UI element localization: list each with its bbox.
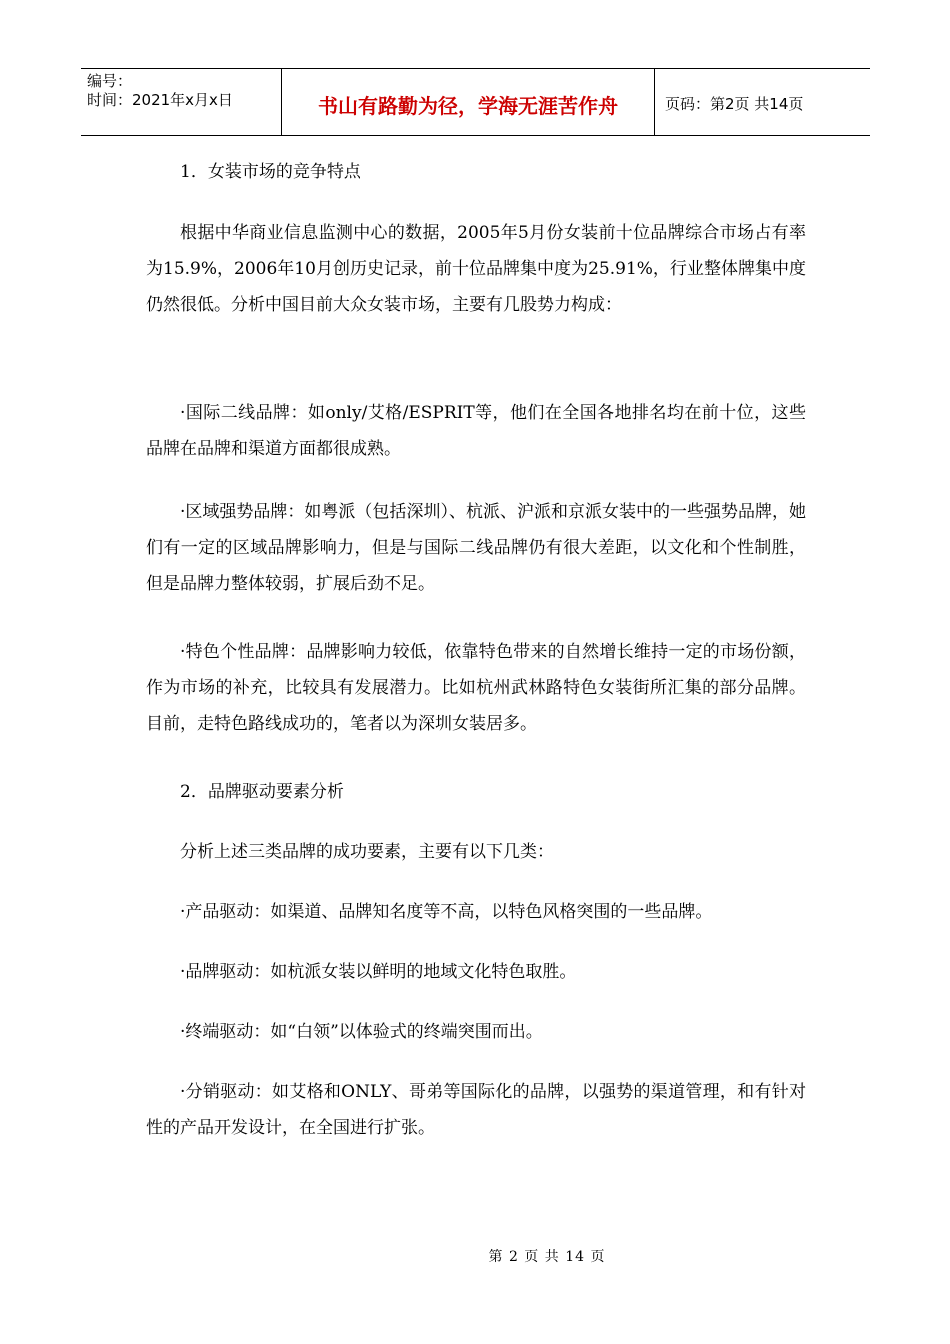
header-table [81, 68, 870, 136]
section-heading-2: 2．品牌驱动要素分析 [180, 782, 344, 802]
header-number: 编号： [87, 72, 133, 90]
bullet-regional-brands: ·区域强势品牌：如粤派（包括深圳）、杭派、沪派和京派女装中的一些强势品牌，她们有一定的区域品牌影响力，但是与国际二线品牌仍有很大差距，以文化和个性制胜，但是品牌力整体较弱，扩展后劲不足。 [146, 502, 806, 594]
bullet-3-block [146, 634, 806, 742]
driver-distribution: ·分销驱动：如艾格和ONLY、哥弟等国际化的品牌，以强势的渠道管理，和有针对性的产品开发设计，在全国进行扩张。 [146, 1082, 806, 1138]
driver-terminal: ·终端驱动：如“白领”以体验式的终端突围而出。 [180, 1022, 543, 1042]
bullet-intl-brands: ·国际二线品牌：如only/艾格/ESPRIT等，他们在全国各地排名均在前十位，这些品牌在品牌和渠道方面都很成熟。 [146, 403, 806, 459]
header-time: 时间：2021年x月x日 [87, 91, 233, 109]
driver-4-block [146, 1074, 806, 1146]
paragraph-2: 分析上述三类品牌的成功要素，主要有以下几类： [180, 842, 554, 862]
section-heading-1: 1．女装市场的竞争特点 [180, 162, 361, 182]
bullet-2-block [146, 494, 806, 602]
paragraph-1: 根据中华商业信息监测中心的数据，2005年5月份女装前十位品牌综合市场占有率为15.9%，2006年10月创历史记录，前十位品牌集中度为25.91%，行业整体牌集中度仍然很低。分析中国目前大众女装市场，主要有几股势力构成： [146, 223, 806, 315]
bullet-1-block [146, 395, 806, 467]
footer-page-number: 第 2 页 共 14 页 [488, 1249, 606, 1265]
header-page-number: 页码：第2页 共14页 [665, 94, 804, 113]
section-heading-2-block [146, 774, 806, 810]
paragraph-2-block [146, 834, 806, 870]
driver-2-block [146, 954, 806, 990]
driver-product: ·产品驱动：如渠道、品牌知名度等不高，以特色风格突围的一些品牌。 [180, 902, 713, 922]
driver-1-block [146, 894, 806, 930]
header-motto: 书山有路勤为径，学海无涯苦作舟 [282, 69, 655, 135]
bullet-feature-brands: ·特色个性品牌：品牌影响力较低，依靠特色带来的自然增长维持一定的市场份额，作为市场的补充，比较具有发展潜力。比如杭州武林路特色女装街所汇集的部分品牌。目前，走特色路线成功的，笔者以为深圳女装居多。 [146, 642, 806, 734]
driver-brand: ·品牌驱动：如杭派女装以鲜明的地域文化特色取胜。 [180, 962, 577, 982]
section-heading-1-block [146, 154, 806, 190]
driver-3-block [146, 1014, 806, 1050]
paragraph-1-block [146, 215, 806, 323]
header-info-cell [81, 69, 282, 135]
